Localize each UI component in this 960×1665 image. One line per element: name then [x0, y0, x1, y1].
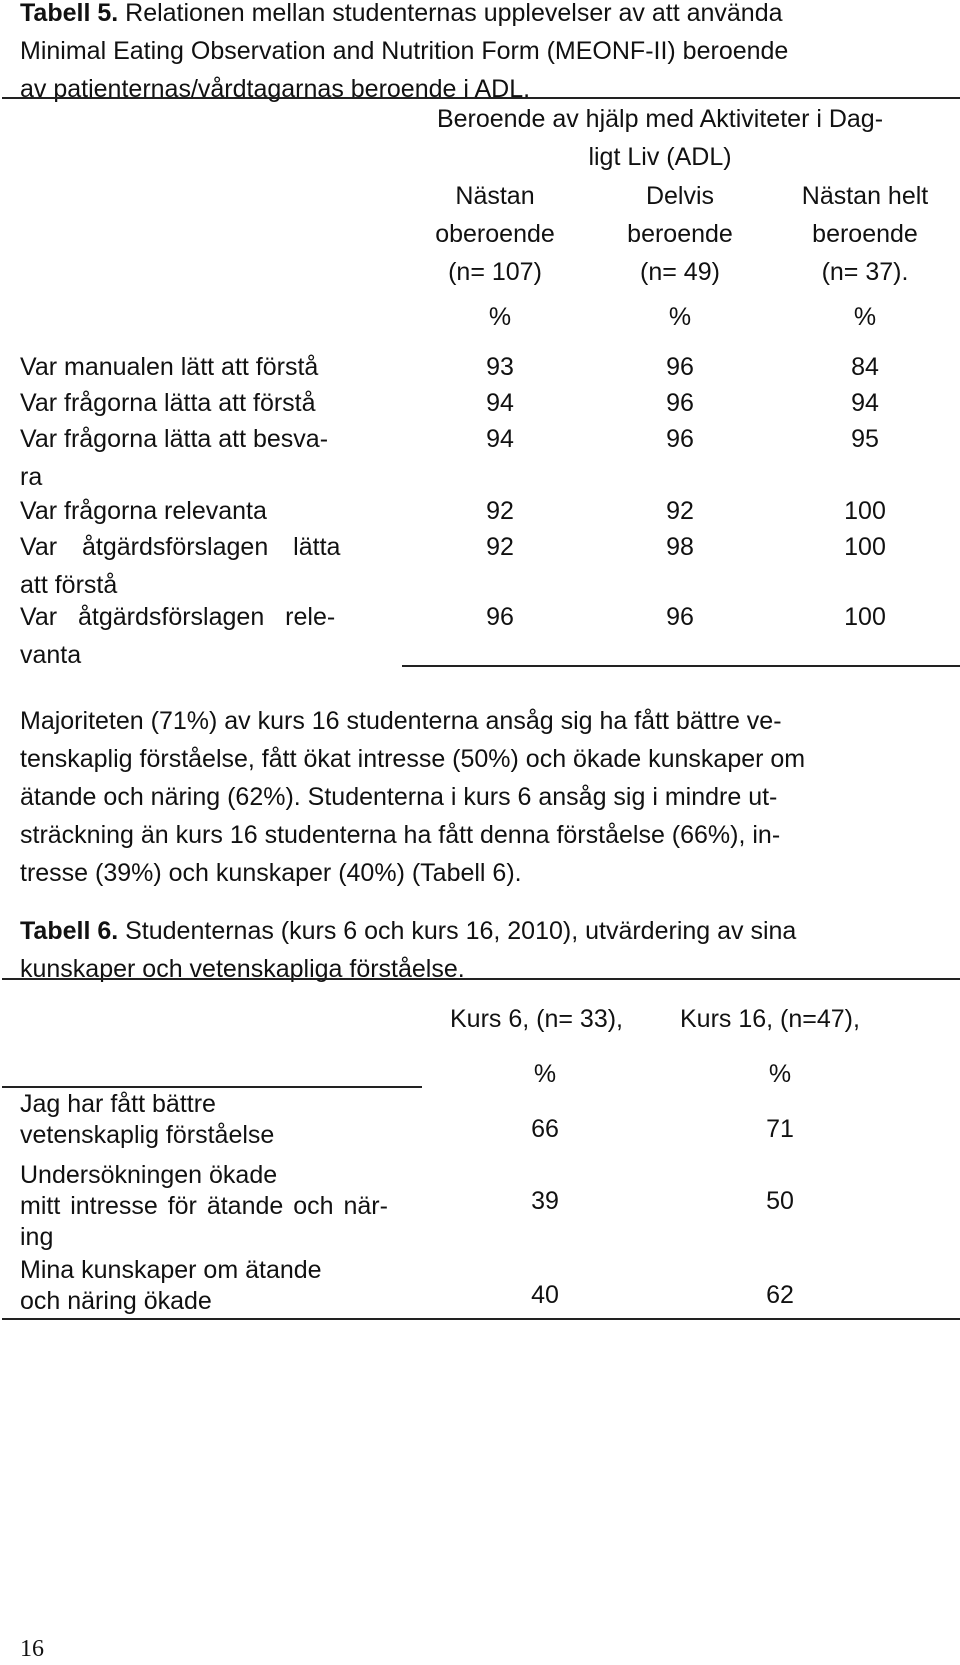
- table6-row-label: Mina kunskaper om ätande: [20, 1256, 322, 1284]
- table5-row: [20, 420, 328, 496]
- table5-cell: 84: [851, 353, 879, 381]
- table6-caption-label: Tabell 6.: [20, 917, 119, 945]
- table5-row-label: Var manualen lätt att förstå: [20, 353, 319, 381]
- table6-row: [20, 1255, 322, 1317]
- table5-column-header: Delvis beroende (n= 49): [627, 182, 733, 286]
- table5-row: [20, 384, 316, 422]
- table5-cell: 92: [486, 533, 514, 561]
- table6-row-label: Jag har fått bättre: [20, 1090, 216, 1118]
- table6-column-header: Kurs 16, (n=47),: [680, 1005, 860, 1033]
- table5-caption-line: Relationen mellan studenternas upplevelser av att använda: [118, 0, 783, 27]
- table6-caption-line: Studenternas (kurs 6 och kurs 16, 2010), utvärdering av sina: [118, 917, 797, 945]
- table5-row-label: Var åtgärdsförslagen lätta: [20, 533, 341, 561]
- table6-bottom-rule: [2, 1318, 960, 1320]
- table6-cell: 66: [531, 1115, 559, 1143]
- paragraph-line: ätande och näring (62%). Studenterna i kurs 6 ansåg sig i mindre ut-: [20, 783, 778, 811]
- paragraph-line: tenskaplig förståelse, fått ökat intresse (50%) och ökade kunskaper om: [20, 745, 806, 773]
- table6-cell: 50: [766, 1187, 794, 1215]
- table5-cell: 93: [486, 353, 514, 381]
- table5-cell: 96: [666, 353, 694, 381]
- table5-row-label: Var frågorna lätta att förstå: [20, 389, 316, 417]
- table5-row-label: ra: [20, 463, 43, 491]
- table5-unit: %: [488, 303, 512, 331]
- table5-cell: 94: [851, 389, 879, 417]
- table6-row: [20, 1160, 388, 1253]
- table5-cell: 94: [486, 389, 514, 417]
- table5-unit: %: [668, 303, 692, 331]
- table6-cell: 39: [531, 1187, 559, 1215]
- table5-cell: 98: [666, 533, 694, 561]
- table5-row: [20, 492, 267, 530]
- table6-cell: 62: [766, 1281, 794, 1309]
- table5-cell: 96: [666, 389, 694, 417]
- table5-caption-line: av patienternas/vårdtagarnas beroende i ADL.: [20, 75, 531, 103]
- table5-group-header: Beroende av hjälp med Aktiviteter i Dag- ligt Liv (ADL): [436, 105, 884, 171]
- table5-caption-label: Tabell 5.: [20, 0, 119, 27]
- table6-column-header: Kurs 6, (n= 33),: [450, 1005, 623, 1033]
- table5-cell: 94: [486, 425, 514, 453]
- paragraph-line: sträckning än kurs 16 studenterna ha fått denna förståelse (66%), in-: [20, 821, 781, 849]
- table6-row-label: mitt intresse för ätande och när-: [20, 1192, 388, 1220]
- table6-row-label: vetenskaplig förståelse: [20, 1121, 275, 1149]
- table5-caption: [20, 0, 788, 108]
- table6-row: [20, 1089, 274, 1151]
- table6-header-rule: [2, 1086, 422, 1088]
- table6-cell: 71: [766, 1115, 794, 1143]
- page-number: 16: [20, 1636, 44, 1662]
- body-paragraph: [20, 702, 940, 892]
- table5-row-label: Var frågorna relevanta: [20, 497, 267, 525]
- table5-cell: 100: [844, 497, 886, 525]
- table6-unit: %: [533, 1060, 557, 1088]
- table6-row-label: ing: [20, 1223, 54, 1251]
- table5-row: [20, 598, 390, 674]
- table5-caption-line: Minimal Eating Observation and Nutrition Form (MEONF-II) beroende: [20, 37, 789, 65]
- table5-bottom-rule: [402, 665, 960, 667]
- table6-cell: 40: [531, 1281, 559, 1309]
- table5-cell: 100: [844, 603, 886, 631]
- table6-unit: %: [768, 1060, 792, 1088]
- paragraph-line: Majoriteten (71%) av kurs 16 studenterna ansåg sig ha fått bättre ve-: [20, 707, 782, 735]
- table5-row-label: Var åtgärdsförslagen rele-: [20, 603, 336, 631]
- table6-caption: [20, 912, 796, 988]
- table5-cell: 96: [486, 603, 514, 631]
- table5-column-header: Nästan helt beroende (n= 37).: [801, 182, 929, 286]
- table5-top-rule: [2, 97, 960, 99]
- table5-cell: 96: [666, 603, 694, 631]
- table6-caption-line: kunskaper och vetenskapliga förståelse.: [20, 955, 465, 983]
- table6-row-label: Undersökningen ökade: [20, 1161, 278, 1189]
- table6-top-rule: [2, 978, 960, 980]
- table5-row-label: Var frågorna lätta att besva-: [20, 425, 329, 453]
- table5-cell: 92: [486, 497, 514, 525]
- table5-column-header: Nästan oberoende (n= 107): [435, 182, 555, 286]
- table5-cell: 100: [844, 533, 886, 561]
- table5-row-label: vanta: [20, 641, 82, 669]
- table5-row-label: att förstå: [20, 571, 118, 599]
- table5-cell: 96: [666, 425, 694, 453]
- table6-row-label: och näring ökade: [20, 1287, 212, 1315]
- table5-row: [20, 528, 390, 604]
- table5-cell: 95: [851, 425, 879, 453]
- table5-unit: %: [853, 303, 877, 331]
- table5-row: [20, 348, 318, 386]
- table5-cell: 92: [666, 497, 694, 525]
- paragraph-line: tresse (39%) och kunskaper (40%) (Tabell 6).: [20, 859, 522, 887]
